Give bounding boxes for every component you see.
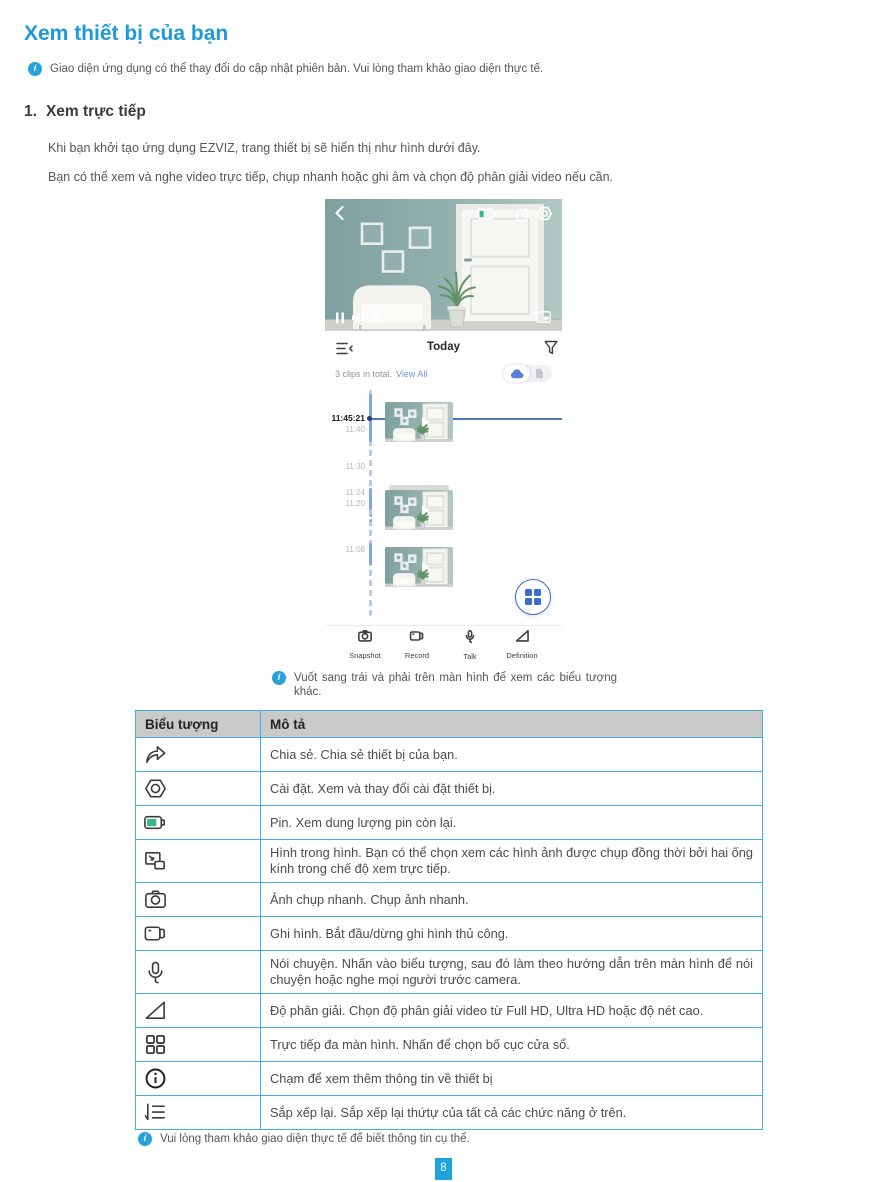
snapshot-icon bbox=[143, 887, 168, 912]
note-middle-text: Vuốt sang trái và phải trên màn hình để xem các biểu tượng khác. bbox=[294, 672, 617, 698]
view-all-link[interactable]: View All bbox=[396, 369, 428, 379]
table-row: Ảnh chụp nhanh. Chụp ảnh nhanh. bbox=[136, 883, 763, 917]
sd-card-toggle[interactable] bbox=[535, 368, 544, 379]
timeline-time: 11:40 bbox=[345, 424, 365, 434]
record-button[interactable] bbox=[395, 628, 439, 660]
table-header-row bbox=[136, 711, 763, 738]
timeline-time: 11:30 bbox=[345, 461, 365, 471]
paragraph-1: Khi bạn khởi tạo ứng dụng EZVIZ, trang thiết bị sẽ hiển thị như hình dưới đây. bbox=[48, 141, 481, 155]
section-heading bbox=[24, 103, 146, 121]
definition-icon bbox=[143, 998, 168, 1023]
timeline-time: 11:20 bbox=[345, 498, 365, 508]
battery-status-icon bbox=[477, 208, 497, 220]
speaker-icon[interactable] bbox=[351, 311, 366, 324]
share-icon[interactable] bbox=[516, 208, 529, 221]
note-middle bbox=[272, 671, 617, 699]
timeline-time: 11:08 bbox=[345, 544, 365, 554]
snapshot-button[interactable] bbox=[343, 628, 387, 660]
divider bbox=[325, 625, 562, 626]
live-view bbox=[325, 199, 562, 331]
talk-icon bbox=[143, 960, 168, 985]
page-number: 8 bbox=[435, 1158, 452, 1180]
table-row: Chạm để xem thêm thông tin về thiết bị bbox=[136, 1062, 763, 1096]
page-title: Xem thiết bị của bạn bbox=[24, 22, 229, 45]
clip-thumbnail[interactable] bbox=[385, 490, 453, 530]
table-row: Pin. Xem dung lượng pin còn lại. bbox=[136, 806, 763, 840]
play-icon bbox=[422, 562, 430, 572]
icon-description-table bbox=[135, 710, 763, 1130]
talk-button[interactable] bbox=[448, 628, 492, 661]
storage-toggle[interactable] bbox=[503, 365, 552, 382]
current-time-label: 11:45:21 bbox=[331, 413, 365, 423]
clips-count: 3 clips in total. bbox=[335, 369, 393, 379]
cloud-icon bbox=[510, 369, 524, 379]
share-icon bbox=[143, 742, 168, 767]
settings-icon bbox=[143, 776, 168, 801]
info-icon bbox=[143, 1066, 168, 1091]
record-label: Record bbox=[404, 651, 430, 660]
app-screenshot bbox=[325, 198, 562, 661]
battery-icon bbox=[143, 810, 168, 835]
timeline-dot bbox=[370, 514, 373, 517]
snapshot-label: Snapshot bbox=[349, 651, 381, 660]
snapshot-icon bbox=[356, 628, 374, 644]
section-title: Xem trực tiếp bbox=[45, 103, 146, 120]
table-row: Độ phân giải. Chọn độ phân giải video từ Full HD, Ultra HD hoặc độ nét cao. bbox=[136, 994, 763, 1028]
note-top-text: Giao diện ứng dụng có thể thay đổi do cập nhật phiên bản. Vui lòng tham khảo giao diện thực tế. bbox=[50, 63, 544, 75]
table-row: Trực tiếp đa màn hình. Nhấn để chọn bố cục cửa sổ. bbox=[136, 1028, 763, 1062]
table-row: Nói chuyện. Nhấn vào biểu tượng, sau đó làm theo hướng dẫn trên màn hình để nói chuyện hoặc nghe mọi người trước camera. bbox=[136, 951, 763, 994]
section-number: 1. bbox=[24, 103, 37, 120]
play-icon bbox=[422, 505, 430, 515]
current-time-dot bbox=[367, 416, 372, 421]
note-top bbox=[28, 62, 543, 76]
clip-thumbnail[interactable] bbox=[385, 547, 453, 587]
play-icon bbox=[422, 417, 430, 427]
picture-in-picture-icon bbox=[143, 849, 168, 874]
clips-summary bbox=[335, 369, 427, 379]
record-icon bbox=[408, 628, 426, 644]
date-label[interactable]: Today bbox=[426, 341, 460, 353]
talk-icon bbox=[463, 628, 477, 645]
info-icon bbox=[28, 62, 42, 76]
sd-card-icon bbox=[535, 368, 544, 379]
note-bottom bbox=[138, 1132, 470, 1146]
settings-icon[interactable] bbox=[536, 205, 553, 222]
grid-icon bbox=[525, 589, 541, 605]
reorder-icon bbox=[143, 1100, 168, 1125]
table-row: Ghi hình. Bắt đầu/dừng ghi hình thủ công. bbox=[136, 917, 763, 951]
paragraph-2: Bạn có thể xem và nghe video trực tiếp, chụp nhanh hoặc ghi âm và chọn độ phân giải video nếu cần. bbox=[48, 170, 613, 184]
record-icon bbox=[143, 921, 168, 946]
definition-icon bbox=[514, 628, 531, 644]
table-row: Sắp xếp lại. Sắp xếp lại thứtự của tất cả các chức năng ở trên. bbox=[136, 1096, 763, 1130]
multi-screen-live-icon bbox=[143, 1032, 168, 1057]
info-icon bbox=[138, 1132, 152, 1146]
pip-small-icon[interactable] bbox=[536, 311, 551, 323]
microphone-icon[interactable] bbox=[371, 310, 382, 325]
back-icon[interactable] bbox=[333, 205, 346, 221]
table-row: Chia sẻ. Chia sẻ thiết bị của bạn. bbox=[136, 738, 763, 772]
definition-label: Definition bbox=[506, 651, 538, 660]
filter-icon[interactable] bbox=[544, 340, 558, 356]
table-row: Hình trong hình. Bạn có thể chọn xem các hình ảnh được chụp đồng thời bởi hai ống kính trong chế độ xem trực tiếp. bbox=[136, 840, 763, 883]
table-row: Cài đặt. Xem và thay đổi cài đặt thiết bị. bbox=[136, 772, 763, 806]
info-icon bbox=[272, 671, 286, 685]
note-bottom-text: Vui lòng tham khảo giao diện thực tế để biết thông tin cụ thể. bbox=[160, 1133, 470, 1145]
timeline-dot bbox=[370, 519, 373, 522]
multi-screen-live-button[interactable] bbox=[515, 579, 551, 615]
header-desc-col: Mô tả bbox=[261, 711, 763, 738]
clip-thumbnail[interactable] bbox=[385, 402, 453, 442]
pause-icon[interactable] bbox=[335, 312, 345, 324]
header-icon-col: Biểu tượng bbox=[136, 711, 261, 738]
timeline-clip-marker bbox=[369, 543, 372, 565]
talk-label: Talk bbox=[463, 652, 477, 661]
timeline-time: 11:24 bbox=[345, 487, 365, 497]
definition-button[interactable] bbox=[500, 628, 544, 660]
cloud-storage-toggle[interactable] bbox=[503, 365, 530, 382]
timeline-clip-marker bbox=[369, 488, 372, 510]
